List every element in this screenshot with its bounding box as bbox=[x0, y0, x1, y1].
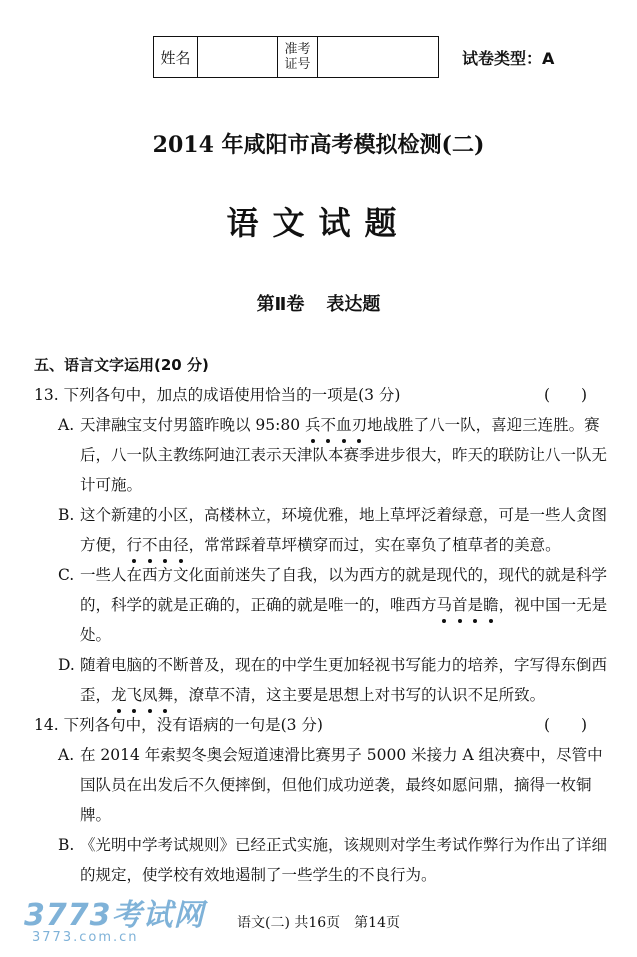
exam-id-label-line2: 证号 bbox=[284, 57, 311, 72]
page-footer: 语文(二) 共16页 第14页 bbox=[236, 915, 400, 931]
dotted-idiom: 马首是瞻 bbox=[437, 596, 499, 614]
section-title bbox=[0, 290, 637, 316]
question-13-option-c bbox=[34, 560, 614, 650]
exam-title: 2014 年咸阳市高考模拟检测(二) bbox=[152, 132, 485, 158]
paper-type: 试卷类型：A bbox=[462, 49, 555, 68]
option-text: 天津融宝支付男篮昨晚以 95:80 兵不血刃地战胜了八一队，喜迎三连胜。赛后，八一队主教练阿迪江表示天津队本赛季进步很大，昨天的联防让八一队无计可施。 bbox=[58, 410, 614, 500]
dotted-idiom: 龙飞凤舞 bbox=[111, 686, 173, 704]
section-name: 表达题 bbox=[326, 294, 381, 315]
subject-title: 语文试题 bbox=[226, 204, 411, 242]
answer-paren: ( ) bbox=[544, 716, 588, 734]
watermark-url: 3773.com.cn bbox=[32, 930, 139, 945]
question-13-option-a bbox=[34, 410, 614, 500]
name-field[interactable] bbox=[198, 37, 278, 77]
option-text: 这个新建的小区，高楼林立，环境优雅，地上草坪泛着绿意，可是一些人贪图方便，行不由径，常常踩着草坪横穿而过，实在辜负了植草者的美意。 bbox=[58, 500, 614, 560]
section-volume: 第Ⅱ卷 bbox=[256, 294, 305, 315]
option-label: A. bbox=[58, 416, 75, 434]
site-watermark bbox=[24, 890, 205, 945]
question-13-text: 13. 下列各句中，加点的成语使用恰当的一项是(3 分) bbox=[34, 386, 401, 404]
exam-id-field[interactable] bbox=[318, 37, 438, 77]
option-text: 随着电脑的不断普及，现在的中学生更加轻视书写能力的培养，字写得东倒西歪，龙飞凤舞，潦草不清，这主要是思想上对书写的认识不足所致。 bbox=[58, 650, 614, 710]
option-label: D. bbox=[58, 656, 75, 674]
question-14-option-a bbox=[34, 740, 614, 830]
option-label: A. bbox=[58, 746, 75, 764]
questions-content bbox=[34, 350, 614, 890]
question-13-option-b bbox=[34, 500, 614, 560]
question-14-options bbox=[34, 740, 614, 890]
option-text: 一些人在西方文化面前迷失了自我，以为西方的就是现代的，现代的就是科学的，科学的就是正确的，正确的就是唯一的，唯西方马首是瞻，视中国一无是处。 bbox=[80, 566, 608, 644]
option-label: B. bbox=[58, 836, 75, 854]
option-label: B. bbox=[58, 506, 75, 524]
question-14-option-b bbox=[34, 830, 614, 890]
question-13-options bbox=[34, 410, 614, 710]
exam-id-label bbox=[278, 37, 318, 77]
part-heading: 五、语言文字运用(20 分) bbox=[34, 356, 209, 374]
answer-paren: ( ) bbox=[544, 386, 588, 404]
option-text: 《光明中学考试规则》已经正式实施，该规则对学生考试作弊行为作出了详细的规定，使学校有效地遏制了一些学生的不良行为。 bbox=[80, 836, 608, 884]
question-14-stem bbox=[34, 710, 614, 740]
exam-id-label-line1: 准考 bbox=[284, 42, 311, 57]
candidate-info-box bbox=[153, 36, 439, 78]
dotted-idiom: 行不由径 bbox=[127, 536, 189, 554]
dotted-idiom: 兵不血刃 bbox=[305, 416, 367, 434]
name-label: 姓名 bbox=[154, 37, 198, 77]
watermark-logo: 3773考试网 bbox=[24, 898, 205, 933]
option-text: 在 2014 年索契冬奥会短道速滑比赛男子 5000 米接力 A 组决赛中，尽管中国队员在出发后不久便摔倒，但他们成功逆袭，最终如愿问鼎，摘得一枚铜牌。 bbox=[80, 746, 603, 824]
question-13-stem bbox=[34, 380, 614, 410]
question-13-option-d bbox=[34, 650, 614, 710]
option-label: C. bbox=[58, 566, 75, 584]
question-14-text: 14. 下列各句中，没有语病的一句是(3 分) bbox=[34, 716, 323, 734]
